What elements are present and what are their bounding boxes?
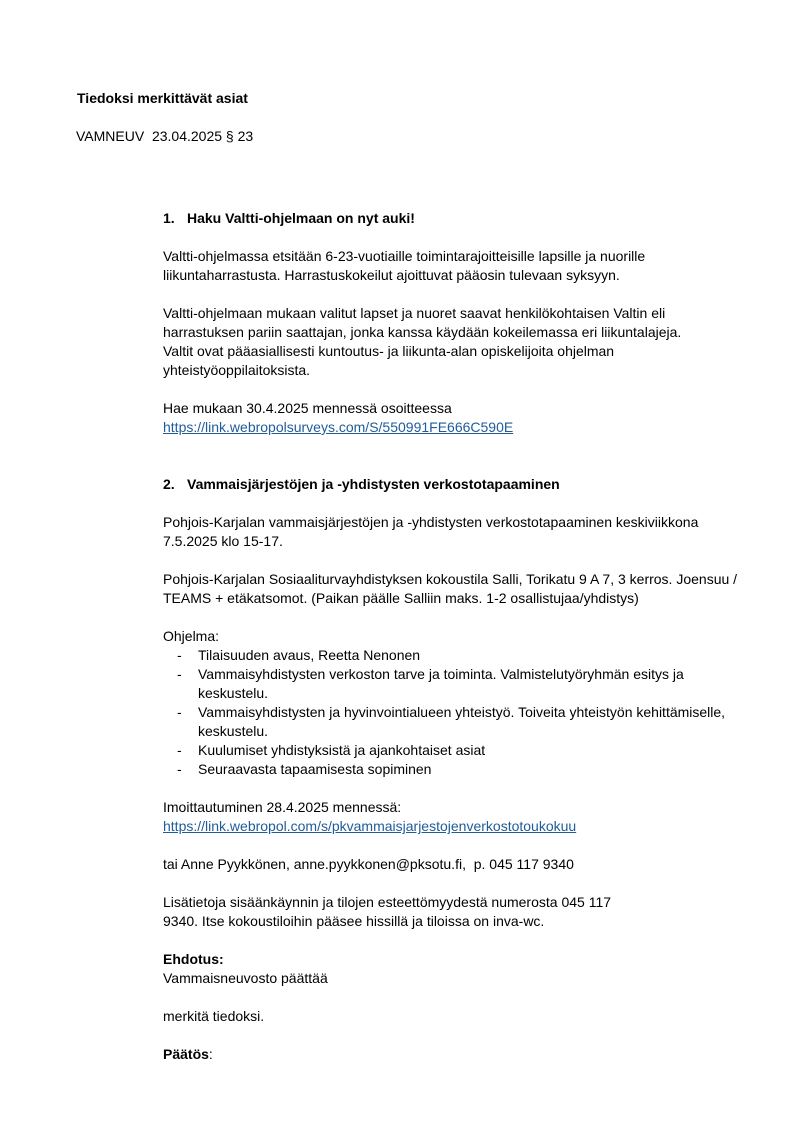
apply-instructions: Hae mukaan 30.4.2025 mennessä osoitteessa: [163, 400, 452, 416]
program-item: - Vammaisyhdistysten ja hyvinvointialueen yhteistyö. Toiveita yhteistyön kehittämiselle, keskustelu.: [163, 703, 763, 741]
signup-instructions: Imoittautuminen 28.4.2025 mennessä:: [163, 799, 402, 815]
document-title: Tiedoksi merkittävät asiat: [77, 90, 248, 106]
section-2-heading: [163, 475, 763, 494]
decision-label: Päätös: [163, 1046, 209, 1062]
program-item: - Vammaisyhdistysten verkoston tarve ja toiminta. Valmistelutyöryhmän esitys ja keskustelu.: [163, 665, 763, 703]
program-list: [163, 646, 763, 779]
accessibility-info: Lisätietoja sisäänkäynnin ja tilojen esteettömyydestä numerosta 045 117 9340. Itse kokoustiloihin pääsee hissillä ja tiloissa on inva-wc.: [163, 894, 612, 929]
section-1-heading: [163, 209, 763, 228]
program-label: Ohjelma:: [163, 628, 220, 644]
dash-bullet: -: [177, 666, 182, 682]
decision-heading: [163, 1045, 763, 1064]
proposal-label: Ehdotus:: [163, 951, 224, 967]
document-body: [163, 209, 763, 1064]
dash-bullet: -: [177, 761, 182, 777]
section-1-paragraph-2: Valtti-ohjelmaan mukaan valitut lapset ja nuoret saavat henkilökohtaisen Valtin eli harrastuksen pariin saattajan, jonka kanssa käydään kokeilemassa eri liikuntalajeja. Valtit ovat pääasiallisesti kuntoutus- ja liikunta-alan opiskelijoita ohjelman yhteistyöoppilaitoksista.: [163, 305, 682, 378]
signup-link[interactable]: https://link.webropol.com/s/pkvammaisjarjestojenverkostotoukokuu: [163, 818, 577, 834]
program-item: - Seuraavasta tapaamisesta sopiminen: [163, 760, 763, 779]
dash-bullet: -: [177, 742, 182, 758]
contact-info: tai Anne Pyykkönen, anne.pyykkonen@pksotu.fi, p. 045 117 9340: [163, 856, 574, 872]
section-1-paragraph-1: Valtti-ohjelmassa etsitään 6-23-vuotiaille toimintarajoitteisille lapsille ja nuorille liikuntaharrastusta. Harrastuskokeilut ajoittuvat pääosin tulevaan syksyyn.: [163, 248, 646, 283]
dash-bullet: -: [177, 647, 182, 663]
program-item: - Kuulumiset yhdistyksistä ja ajankohtaiset asiat: [163, 741, 763, 760]
meeting-reference: VAMNEUV 23.04.2025 § 23: [76, 128, 254, 144]
section-2-title: Vammaisjärjestöjen ja -yhdistysten verkostotapaaminen: [187, 476, 560, 492]
section-1-number: 1.: [163, 210, 175, 226]
valtti-application-link[interactable]: https://link.webropolsurveys.com/S/550991FE666C590E: [163, 419, 514, 435]
program-item: - Tilaisuuden avaus, Reetta Nenonen: [163, 646, 763, 665]
decision-colon: :: [208, 1046, 213, 1062]
proposal-line-1: Vammaisneuvosto päättää: [163, 970, 328, 986]
dash-bullet: -: [177, 704, 182, 720]
section-2-location: Pohjois-Karjalan Sosiaaliturvayhdistyksen kokoustila Salli, Torikatu 9 A 7, 3 kerros. Joensuu / TEAMS + etäkatsomot. (Paikan päälle Salliin maks. 1-2 osallistujaa/yhdistys): [163, 571, 738, 606]
proposal-line-2: merkitä tiedoksi.: [163, 1008, 265, 1024]
section-2-paragraph-1: Pohjois-Karjalan vammaisjärjestöjen ja -yhdistysten verkostotapaaminen keskiviikkona 7.5.2025 klo 15-17.: [163, 514, 699, 549]
section-1-title: Haku Valtti-ohjelmaan on nyt auki!: [187, 210, 415, 226]
section-2-number: 2.: [163, 476, 175, 492]
